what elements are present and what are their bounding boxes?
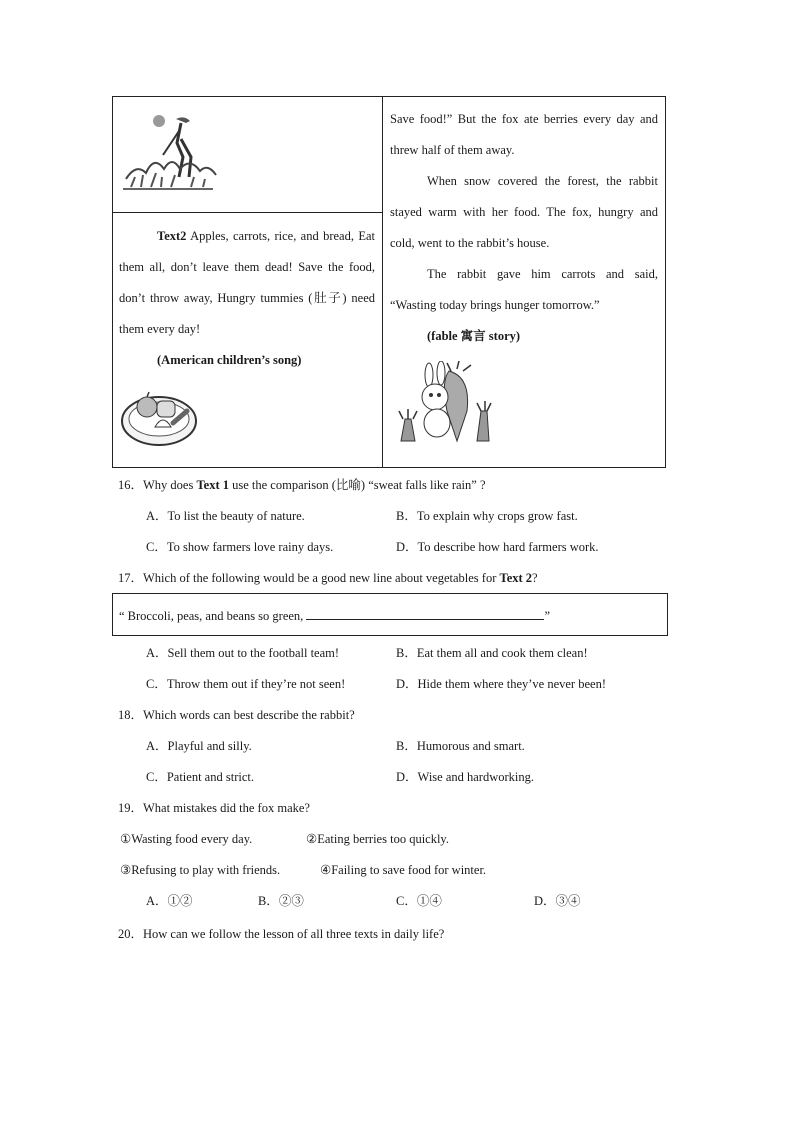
q17-option-c[interactable]: C．Throw them out if they’re not seen!	[146, 677, 346, 691]
q17-box-line	[119, 606, 550, 626]
q17-blank[interactable]	[306, 607, 544, 620]
question-19: 19．What mistakes did the fox make?	[118, 801, 310, 815]
q19-item-4: ④Failing to save food for winter.	[320, 863, 487, 877]
q18-option-c[interactable]: C．Patient and strict.	[146, 770, 254, 784]
question-16	[118, 475, 486, 495]
food-bowl-illustration	[119, 383, 199, 449]
question-17	[118, 568, 538, 588]
fable-paragraph-1: Save food!” But the fox ate berries every day and threw half of them away.	[390, 112, 658, 157]
q19-item-2: ②Eating berries too quickly.	[306, 832, 449, 846]
q17-option-d[interactable]: D．Hide them where they’ve never been!	[396, 677, 606, 691]
text2-body: Apples, carrots, rice, and bread, Eat them all, don’t leave them dead! Save the food, don’t throw away, Hungry tummies (肚子) need them every day!	[119, 229, 375, 336]
row-divider	[113, 212, 382, 213]
q16-prefix: 16．Why does	[118, 478, 197, 492]
q19-option-d[interactable]: D．③④	[534, 894, 581, 908]
q16-option-a[interactable]: A．To list the beauty of nature.	[146, 509, 305, 523]
q17-box-end: ”	[544, 609, 550, 623]
question-18: 18．Which words can best describe the rabbit?	[118, 708, 355, 722]
q17-box-text: “ Broccoli, peas, and beans so green,	[119, 609, 307, 623]
column-divider	[382, 97, 383, 467]
q17-prefix: 17．Which of the following would be a good new line about vegetables for	[118, 571, 500, 585]
q16-option-d[interactable]: D．To describe how hard farmers work.	[396, 540, 599, 554]
q19-item-1: ①Wasting food every day.	[120, 832, 253, 846]
q17-suffix: ?	[532, 571, 538, 585]
q19-item-3: ③Refusing to play with friends.	[120, 863, 281, 877]
farmer-illustration	[121, 109, 221, 197]
q16-bold: Text 1	[196, 478, 229, 492]
q16-option-b[interactable]: B．To explain why crops grow fast.	[396, 509, 578, 523]
q17-option-a[interactable]: A．Sell them out to the football team!	[146, 646, 340, 660]
q16-option-c[interactable]: C．To show farmers love rainy days.	[146, 540, 334, 554]
q17-bold: Text 2	[499, 571, 533, 585]
q18-option-d[interactable]: D．Wise and hardworking.	[396, 770, 535, 784]
text2-paragraph	[119, 221, 375, 345]
q18-option-b[interactable]: B．Humorous and smart.	[396, 739, 525, 753]
reading-table	[112, 96, 666, 468]
q19-option-b[interactable]: B．②③	[258, 894, 304, 908]
text2-label: Text2	[157, 229, 187, 243]
text2-source: (American children’s song)	[157, 353, 302, 367]
rabbit-carrot-illustration	[391, 361, 501, 447]
q19-option-a[interactable]: A．①②	[146, 894, 193, 908]
fable-paragraph-3: The rabbit gave him carrots and said, “Wasting today brings hunger tomorrow.”	[390, 267, 658, 312]
fable-paragraph-2: When snow covered the forest, the rabbit stayed warm with her food. The fox, hungry and cold, went to the rabbit’s house.	[390, 174, 658, 250]
fable-source: (fable 寓言 story)	[427, 329, 521, 343]
question-20: 20．How can we follow the lesson of all three texts in daily life?	[118, 927, 445, 941]
q16-suffix: use the comparison (比喻) “sweat falls like rain” ?	[229, 478, 486, 492]
q17-option-b[interactable]: B．Eat them all and cook them clean!	[396, 646, 588, 660]
q19-option-c[interactable]: C．①④	[396, 894, 442, 908]
q18-option-a[interactable]: A．Playful and silly.	[146, 739, 252, 753]
q17-line-box	[112, 593, 668, 636]
